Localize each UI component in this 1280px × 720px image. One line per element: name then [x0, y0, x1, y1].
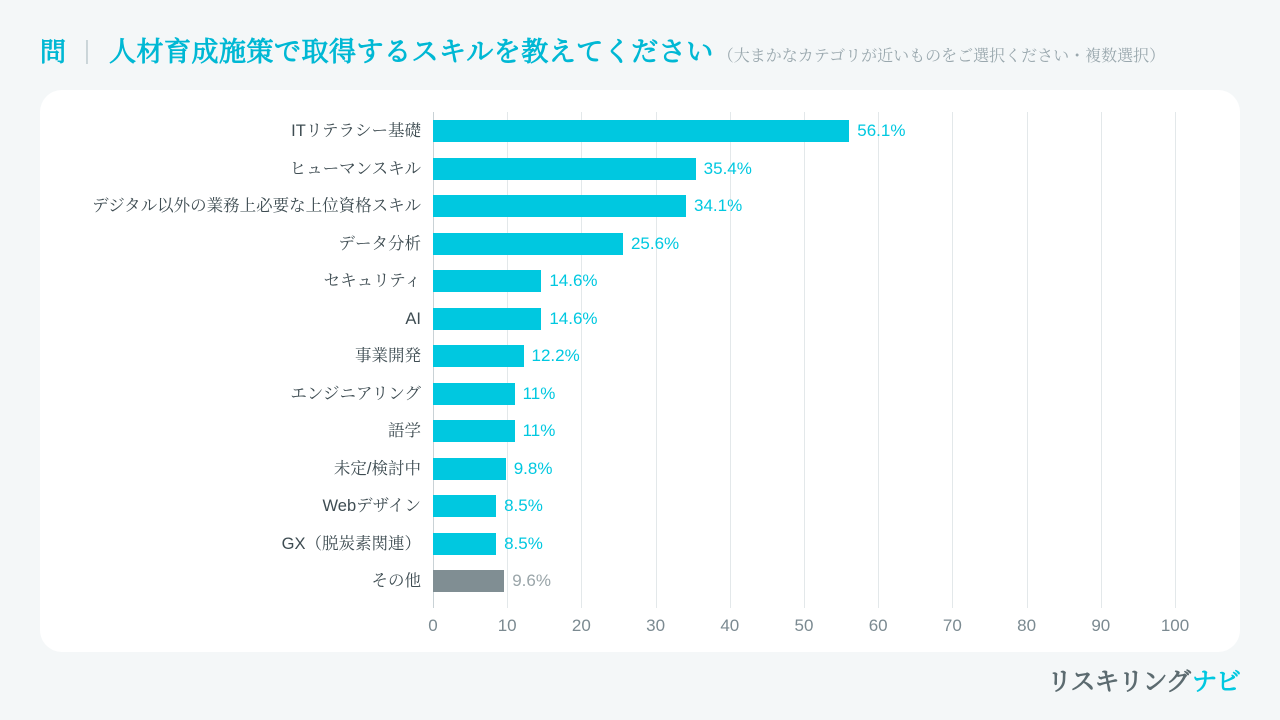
bar-row	[290, 375, 1175, 413]
bar-row	[291, 112, 1175, 150]
page-subtitle: （大まかなカテゴリが近いものをご選択ください・複数選択）	[717, 48, 1166, 65]
plot-area	[92, 112, 1190, 635]
bar	[433, 420, 515, 442]
bar-chart	[40, 90, 1240, 652]
category-label: ITリテラシー基礎	[291, 122, 421, 140]
bar-row	[323, 262, 1175, 300]
bar	[433, 345, 524, 367]
bar-row	[405, 300, 1175, 338]
bar-value-label: 8.5%	[504, 496, 543, 515]
page-title: 人材育成施策で取得するスキルを教えてください	[109, 37, 714, 67]
bar	[433, 495, 496, 517]
bar-value-label: 11%	[522, 421, 556, 440]
bar	[433, 195, 686, 217]
bar-value-label: 9.6%	[512, 571, 551, 590]
bar-value-label: 14.6%	[549, 308, 598, 328]
category-label: Webデザイン	[322, 497, 421, 515]
bar	[433, 158, 696, 180]
bar-row	[281, 525, 1175, 563]
category-label: 事業開発	[355, 347, 421, 365]
bar-value-label: 56.1%	[857, 121, 906, 140]
bar-row	[355, 337, 1175, 375]
gridline	[1175, 112, 1176, 608]
category-label: 未定/検討中	[333, 459, 421, 478]
page-header	[40, 30, 1240, 69]
bar	[433, 120, 849, 142]
category-label: その他	[371, 572, 421, 590]
category-label: AI	[405, 309, 421, 328]
bar-value-label: 11%	[522, 383, 556, 403]
bar-row	[289, 150, 1175, 188]
bar-row	[371, 562, 1175, 600]
logo-main-text: リスキリング	[1046, 668, 1190, 696]
bar	[433, 533, 496, 555]
bar-value-label: 9.8%	[513, 458, 553, 478]
bar-row	[388, 412, 1175, 450]
bar-value-label: 8.5%	[504, 533, 543, 553]
x-tick-label: 100	[1160, 616, 1190, 635]
category-label: データ分析	[338, 234, 421, 253]
category-label: 語学	[388, 422, 421, 440]
x-tick-label: 90	[1091, 616, 1111, 635]
bar-row	[92, 187, 1175, 225]
category-label: セキュリティ	[323, 272, 421, 290]
question-marker: 問	[40, 37, 68, 67]
bar-row	[333, 450, 1175, 488]
x-tick-label: 80	[1017, 616, 1037, 635]
x-tick-label: 40	[720, 616, 740, 635]
bar-rows	[92, 112, 1175, 590]
chart-card	[40, 90, 1240, 652]
bar-value-label: 34.1%	[694, 196, 743, 215]
x-tick-label: 0	[428, 616, 438, 635]
bar	[433, 270, 541, 292]
bar	[433, 458, 506, 480]
bar	[433, 570, 504, 592]
logo-accent-text: ナビ	[1191, 668, 1240, 696]
bar-value-label: 14.6%	[549, 271, 598, 290]
x-tick-label: 50	[794, 616, 814, 635]
x-tick-label: 20	[571, 616, 591, 635]
bar-value-label: 25.6%	[630, 233, 680, 253]
bar-row	[322, 487, 1175, 525]
x-tick-label: 30	[646, 616, 666, 635]
brand-logo	[1047, 662, 1240, 698]
bar	[433, 233, 623, 255]
bar	[433, 383, 515, 405]
bar-value-label: 35.4%	[703, 158, 752, 178]
x-tick-label: 70	[942, 616, 962, 635]
category-label: GX（脱炭素関連）	[281, 534, 421, 553]
x-tick-label: 10	[497, 616, 517, 635]
bar-value-label: 12.2%	[531, 346, 580, 365]
category-label: デジタル以外の業務上必要な上位資格スキル	[92, 197, 421, 215]
bar	[433, 308, 541, 330]
category-label: ヒューマンスキル	[289, 159, 421, 178]
bar-row	[338, 225, 1175, 263]
category-label: エンジニアリング	[290, 384, 421, 403]
x-tick-label: 60	[868, 616, 888, 635]
header-divider: ｜	[75, 40, 100, 67]
